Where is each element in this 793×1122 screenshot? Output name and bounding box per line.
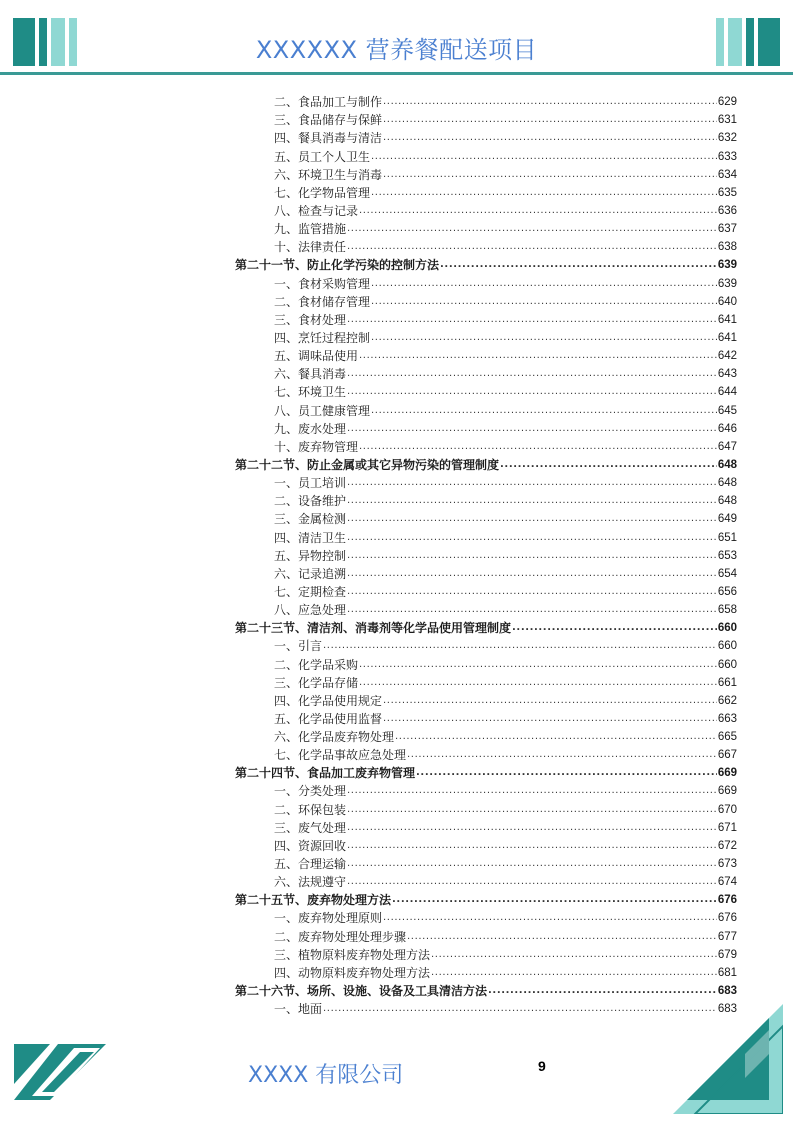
toc-leader-dots <box>347 583 717 601</box>
toc-leader-dots <box>371 329 717 347</box>
toc-subsection-entry <box>235 202 737 220</box>
toc-subsection-entry <box>235 238 737 256</box>
toc-subsection-entry <box>235 692 737 710</box>
toc-entry-page: 648 <box>717 495 737 508</box>
toc-subsection-entry <box>235 347 737 365</box>
toc-entry-title: 八、员工健康管理 <box>274 403 371 418</box>
toc-entry-title: 十、法律责任 <box>274 240 347 255</box>
toc-entry-title: 五、化学品使用监督 <box>274 711 383 726</box>
toc-entry-title: 一、废弃物处理原则 <box>274 911 383 926</box>
toc-entry-page: 661 <box>717 676 737 689</box>
toc-leader-dots <box>383 166 717 184</box>
toc-entry-title: 二、化学品采购 <box>274 657 359 672</box>
toc-entry-title: 五、调味品使用 <box>274 349 359 364</box>
toc-entry-title: 九、废水处理 <box>274 421 347 436</box>
toc-entry-page: 676 <box>717 894 737 907</box>
toc-entry-title: 一、员工培训 <box>274 476 347 491</box>
toc-leader-dots <box>347 510 717 528</box>
toc-subsection-entry <box>235 474 737 492</box>
toc-leader-dots <box>347 855 717 873</box>
toc-entry-title: 第二十五节、废弃物处理方法 <box>235 893 392 908</box>
toc-leader-dots <box>347 311 717 329</box>
toc-section-entry <box>235 764 737 782</box>
toc-entry-title: 二、食品加工与制作 <box>274 95 383 110</box>
toc-entry-title: 三、食材处理 <box>274 312 347 327</box>
toc-section-entry <box>235 456 737 474</box>
toc-entry-page: 641 <box>717 331 737 344</box>
toc-subsection-entry <box>235 873 737 891</box>
toc-leader-dots <box>371 184 717 202</box>
toc-subsection-entry <box>235 583 737 601</box>
toc-entry-page: 646 <box>717 422 737 435</box>
toc-entry-title: 五、员工个人卫生 <box>274 149 371 164</box>
toc-leader-dots <box>347 837 717 855</box>
toc-subsection-entry <box>235 93 737 111</box>
toc-entry-page: 638 <box>717 241 737 254</box>
toc-leader-dots <box>347 220 717 238</box>
toc-subsection-entry <box>235 510 737 528</box>
toc-entry-title: 三、金属检测 <box>274 512 347 527</box>
toc-entry-page: 636 <box>717 204 737 217</box>
toc-leader-dots <box>347 420 717 438</box>
toc-entry-title: 八、应急处理 <box>274 603 347 618</box>
toc-entry-page: 644 <box>717 386 737 399</box>
toc-leader-dots <box>407 746 717 764</box>
toc-entry-page: 660 <box>717 658 737 671</box>
toc-entry-title: 四、资源回收 <box>274 838 347 853</box>
toc-entry-title: 第二十三节、清洁剂、消毒剂等化学品使用管理制度 <box>235 621 512 636</box>
toc-subsection-entry <box>235 710 737 728</box>
toc-leader-dots <box>347 873 717 891</box>
toc-entry-page: 648 <box>717 477 737 490</box>
toc-leader-dots <box>383 909 717 927</box>
toc-entry-title: 七、化学品事故应急处理 <box>274 748 407 763</box>
toc-entry-title: 二、环保包装 <box>274 802 347 817</box>
toc-entry-page: 640 <box>717 295 737 308</box>
footer-company: XXXX 有限公司 <box>248 1063 404 1088</box>
toc-entry-page: 647 <box>717 440 737 453</box>
toc-entry-page: 663 <box>717 712 737 725</box>
toc-subsection-entry <box>235 601 737 619</box>
toc-entry-title: 七、定期检查 <box>274 584 347 599</box>
toc-leader-dots <box>359 202 717 220</box>
toc-entry-title: 四、化学品使用规定 <box>274 693 383 708</box>
toc-entry-title: 八、检查与记录 <box>274 203 359 218</box>
toc-entry-title: 三、废气处理 <box>274 820 347 835</box>
toc-subsection-entry <box>235 927 737 945</box>
toc-leader-dots <box>383 111 717 129</box>
toc-subsection-entry <box>235 909 737 927</box>
toc-subsection-entry <box>235 674 737 692</box>
toc-subsection-entry <box>235 565 737 583</box>
toc-entry-page: 669 <box>717 785 737 798</box>
toc-entry-title: 七、环境卫生 <box>274 385 347 400</box>
toc-entry-title: 四、烹饪过程控制 <box>274 330 371 345</box>
toc-entry-page: 633 <box>717 150 737 163</box>
toc-entry-page: 669 <box>717 767 737 780</box>
toc-leader-dots <box>323 1000 717 1018</box>
toc-entry-page: 635 <box>717 186 737 199</box>
toc-subsection-entry <box>235 746 737 764</box>
toc-subsection-entry <box>235 420 737 438</box>
footer-left-decoration <box>14 1044 106 1100</box>
toc-leader-dots <box>347 529 717 547</box>
toc-entry-page: 658 <box>717 604 737 617</box>
toc-entry-title: 第二十六节、场所、设施、设备及工具清洁方法 <box>235 984 488 999</box>
toc-entry-page: 648 <box>717 458 737 471</box>
toc-entry-page: 674 <box>717 876 737 889</box>
toc-subsection-entry <box>235 129 737 147</box>
toc-leader-dots <box>359 656 717 674</box>
toc-section-entry <box>235 256 737 274</box>
toc-entry-title: 二、废弃物处理处理步骤 <box>274 929 407 944</box>
toc-entry-page: 642 <box>717 350 737 363</box>
toc-subsection-entry <box>235 311 737 329</box>
toc-subsection-entry <box>235 800 737 818</box>
toc-entry-title: 三、植物原料废弃物处理方法 <box>274 947 431 962</box>
toc-subsection-entry <box>235 946 737 964</box>
toc-entry-title: 三、化学品存储 <box>274 675 359 690</box>
toc-entry-title: 第二十一节、防止化学污染的控制方法 <box>235 258 440 273</box>
toc-entry-page: 667 <box>717 749 737 762</box>
toc-entry-page: 649 <box>717 513 737 526</box>
toc-subsection-entry <box>235 383 737 401</box>
toc-subsection-entry <box>235 964 737 982</box>
toc-subsection-entry <box>235 547 737 565</box>
toc-leader-dots <box>359 674 717 692</box>
toc-entry-title: 一、引言 <box>274 639 323 654</box>
toc-entry-page: 672 <box>717 839 737 852</box>
toc-leader-dots <box>359 438 717 456</box>
toc-leader-dots <box>383 692 717 710</box>
toc-subsection-entry <box>235 166 737 184</box>
toc-entry-page: 673 <box>717 858 737 871</box>
toc-leader-dots <box>347 819 717 837</box>
toc-subsection-entry <box>235 492 737 510</box>
toc-leader-dots <box>371 148 717 166</box>
toc-subsection-entry <box>235 401 737 419</box>
toc-leader-dots <box>431 964 717 982</box>
toc-subsection-entry <box>235 819 737 837</box>
toc-leader-dots <box>431 946 717 964</box>
toc-entry-title: 三、食品储存与保鲜 <box>274 113 383 128</box>
toc-leader-dots <box>512 619 717 637</box>
header-divider <box>0 72 793 75</box>
toc-entry-title: 九、监管措施 <box>274 222 347 237</box>
toc-entry-page: 631 <box>717 114 737 127</box>
toc-leader-dots <box>383 93 717 111</box>
toc-leader-dots <box>488 982 717 1000</box>
toc-subsection-entry <box>235 293 737 311</box>
table-of-contents <box>235 93 737 1018</box>
toc-entry-page: 632 <box>717 132 737 145</box>
toc-entry-page: 677 <box>717 930 737 943</box>
toc-leader-dots <box>395 728 717 746</box>
toc-subsection-entry <box>235 111 737 129</box>
toc-subsection-entry <box>235 329 737 347</box>
toc-entry-page: 676 <box>717 912 737 925</box>
toc-leader-dots <box>383 710 717 728</box>
toc-entry-title: 第二十四节、食品加工废弃物管理 <box>235 766 416 781</box>
toc-entry-page: 660 <box>717 640 737 653</box>
toc-leader-dots <box>347 801 717 819</box>
toc-subsection-entry <box>235 782 737 800</box>
toc-leader-dots <box>371 402 717 420</box>
toc-entry-title: 五、合理运输 <box>274 857 347 872</box>
toc-entry-page: 662 <box>717 694 737 707</box>
toc-entry-title: 一、分类处理 <box>274 784 347 799</box>
toc-leader-dots <box>347 565 717 583</box>
toc-entry-page: 651 <box>717 531 737 544</box>
toc-entry-title: 六、记录追溯 <box>274 566 347 581</box>
page-number: 9 <box>538 1058 546 1074</box>
toc-section-entry <box>235 619 737 637</box>
toc-leader-dots <box>347 547 717 565</box>
toc-leader-dots <box>347 383 717 401</box>
toc-subsection-entry <box>235 728 737 746</box>
toc-leader-dots <box>392 891 717 909</box>
toc-entry-title: 六、法规遵守 <box>274 875 347 890</box>
toc-entry-page: 683 <box>717 985 737 998</box>
toc-entry-title: 十、废弃物管理 <box>274 439 359 454</box>
toc-entry-title: 五、异物控制 <box>274 548 347 563</box>
toc-entry-page: 643 <box>717 368 737 381</box>
toc-section-entry <box>235 891 737 909</box>
toc-entry-page: 639 <box>717 259 737 272</box>
toc-entry-title: 四、餐具消毒与清洁 <box>274 131 383 146</box>
toc-entry-page: 656 <box>717 585 737 598</box>
toc-section-entry <box>235 982 737 1000</box>
toc-leader-dots <box>407 928 717 946</box>
toc-leader-dots <box>347 238 717 256</box>
toc-leader-dots <box>323 637 717 655</box>
toc-leader-dots <box>371 293 717 311</box>
toc-entry-page: 637 <box>717 223 737 236</box>
toc-subsection-entry <box>235 184 737 202</box>
toc-subsection-entry <box>235 147 737 165</box>
toc-leader-dots <box>347 365 717 383</box>
toc-entry-page: 639 <box>717 277 737 290</box>
toc-subsection-entry <box>235 274 737 292</box>
toc-leader-dots <box>347 782 717 800</box>
toc-subsection-entry <box>235 438 737 456</box>
toc-subsection-entry <box>235 1000 737 1018</box>
toc-entry-title: 第二十二节、防止金属或其它异物污染的管理制度 <box>235 457 500 472</box>
toc-entry-title: 一、食材采购管理 <box>274 276 371 291</box>
toc-leader-dots <box>416 764 717 782</box>
toc-entry-title: 四、动物原料废弃物处理方法 <box>274 965 431 980</box>
toc-subsection-entry <box>235 855 737 873</box>
toc-entry-page: 665 <box>717 731 737 744</box>
toc-leader-dots <box>347 474 717 492</box>
toc-subsection-entry <box>235 655 737 673</box>
toc-entry-title: 六、餐具消毒 <box>274 367 347 382</box>
toc-entry-title: 一、地面 <box>274 1002 323 1017</box>
toc-entry-page: 660 <box>717 622 737 635</box>
toc-entry-page: 683 <box>717 1003 737 1016</box>
toc-entry-page: 645 <box>717 404 737 417</box>
header-title: XXXXXX 营养餐配送项目 <box>255 36 538 64</box>
toc-entry-page: 681 <box>717 966 737 979</box>
footer-right-decoration <box>673 1004 783 1114</box>
toc-entry-page: 670 <box>717 803 737 816</box>
toc-entry-title: 六、化学品废弃物处理 <box>274 730 395 745</box>
toc-leader-dots <box>440 256 717 274</box>
toc-entry-page: 654 <box>717 567 737 580</box>
toc-entry-title: 四、清洁卫生 <box>274 530 347 545</box>
toc-subsection-entry <box>235 365 737 383</box>
toc-entry-page: 679 <box>717 948 737 961</box>
toc-entry-title: 六、环境卫生与消毒 <box>274 167 383 182</box>
toc-leader-dots <box>371 275 717 293</box>
toc-entry-page: 634 <box>717 168 737 181</box>
toc-subsection-entry <box>235 637 737 655</box>
toc-leader-dots <box>500 456 717 474</box>
toc-subsection-entry <box>235 837 737 855</box>
toc-leader-dots <box>347 601 717 619</box>
toc-subsection-entry <box>235 220 737 238</box>
toc-entry-page: 629 <box>717 96 737 109</box>
toc-leader-dots <box>383 129 717 147</box>
toc-leader-dots <box>347 492 717 510</box>
toc-entry-page: 641 <box>717 313 737 326</box>
toc-leader-dots <box>359 347 717 365</box>
toc-subsection-entry <box>235 528 737 546</box>
toc-entry-page: 671 <box>717 821 737 834</box>
toc-entry-title: 七、化学物品管理 <box>274 185 371 200</box>
toc-entry-title: 二、设备维护 <box>274 494 347 509</box>
toc-entry-page: 653 <box>717 549 737 562</box>
toc-entry-title: 二、食材储存管理 <box>274 294 371 309</box>
